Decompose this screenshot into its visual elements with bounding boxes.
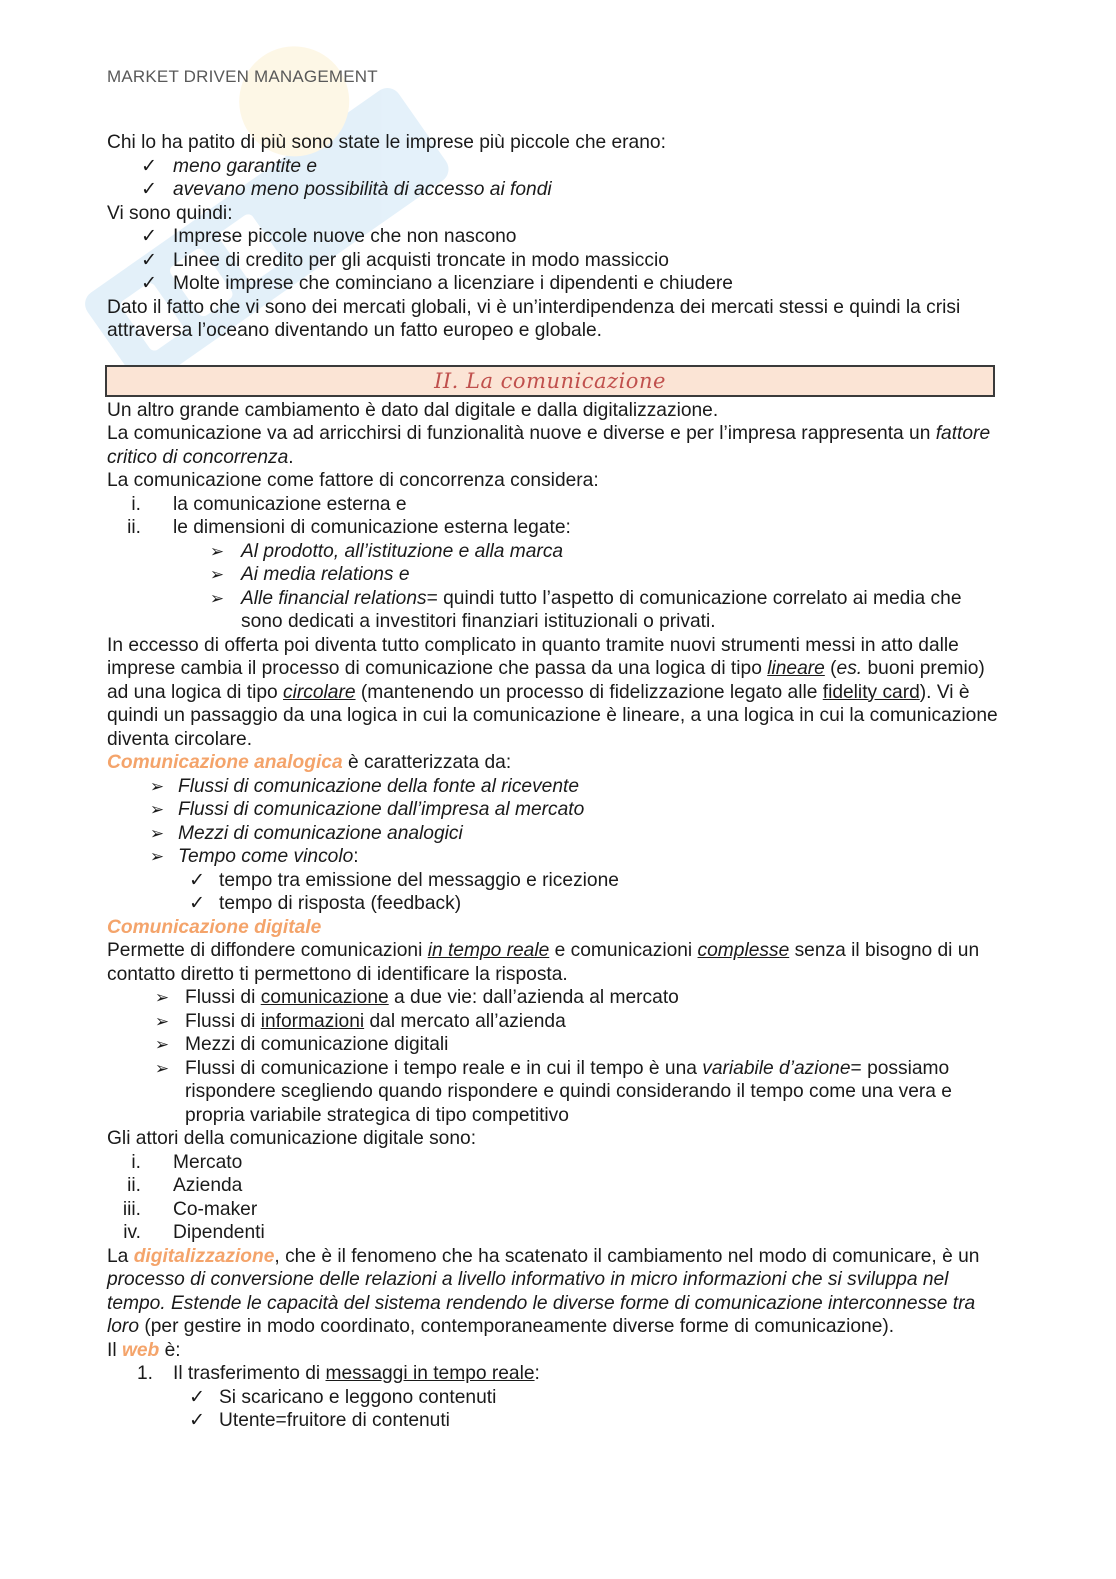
list-item: ✓ avevano meno possibilità di accesso ai fondi: [140, 179, 552, 200]
paragraph: La comunicazione va ad arricchirsi di funzionalità nuove e diverse e per l’impresa rappresenta un fattore critico di concorrenza.: [107, 423, 991, 468]
arrow-bullet-icon: ➢: [149, 800, 165, 819]
checkmark-icon: ✓: [140, 249, 158, 271]
section-title: II. La comunicazione: [105, 365, 995, 397]
paragraph: In eccesso di offerta poi diventa tutto complicato in quanto tramite nuovi strumenti messi in atto dalle imprese cambia il processo di comunicazione che passa da una logica di tipo lineare (es. buoni premio) ad una logica di tipo circolare (mantenendo un processo di fidelizzazione legato alle fidelity card). Vi è quindi un passaggio da una logica in cui la comunicazione è lineare, a una logica in cui la comunicazione diventa circolare.: [107, 634, 998, 750]
list-item: 1. Il trasferimento di messaggi in tempo reale:: [136, 1363, 540, 1384]
list-item: ✓ tempo tra emissione del messaggio e ricezione: [188, 869, 619, 891]
list-item: iv. Dipendenti: [123, 1222, 265, 1243]
checkmark-icon: ✓: [188, 893, 206, 914]
checkmark-icon: ✓: [188, 869, 206, 891]
list-item: ➢ Mezzi di comunicazione analogici: [107, 822, 1007, 846]
list-item: ➢ Ai media relations e: [107, 563, 1007, 587]
list-item: i. la comunicazione esterna e: [131, 493, 407, 515]
list-item: ➢ Al prodotto, all’istituzione e alla marca: [107, 540, 1007, 564]
list-item: iii. Co-maker: [122, 1198, 258, 1220]
list-item: ✓ Utente=fruitore di contenuti: [188, 1410, 450, 1431]
list-item: ➢ Flussi di informazioni dal mercato all’azienda: [107, 1010, 1007, 1034]
list-item: ii. le dimensioni di comunicazione esterna legate:: [127, 517, 571, 538]
list-item: ➢ Mezzi di comunicazione digitali: [107, 1033, 1007, 1057]
list-item: ➢ Flussi di comunicazione della fonte al ricevente: [107, 775, 1007, 799]
checkmark-icon: ✓: [140, 273, 158, 294]
list-item: ii. Azienda: [127, 1175, 243, 1196]
checkmark-icon: ✓: [188, 1386, 206, 1408]
checkmark-icon: ✓: [140, 155, 158, 177]
list-item: ➢ Flussi di comunicazione i tempo reale e in cui il tempo è una variabile d’azione= possiamo rispondere scegliendo quando rispondere e quindi considerando il tempo come una vera e propria variabile strategica di tipo competitivo: [107, 1057, 1007, 1128]
list-item: ✓ tempo di risposta (feedback): [188, 893, 462, 914]
list-item: ✓ Molte imprese che cominciano a licenziare i dipendenti e chiudere: [140, 273, 733, 294]
paragraph: Un altro grande cambiamento è dato dal digitale e dalla digitalizzazione.: [107, 399, 719, 421]
arrow-bullet-icon: ➢: [154, 1011, 170, 1031]
checkmark-icon: ✓: [140, 179, 158, 200]
arrow-bullet-icon: ➢: [209, 565, 225, 584]
subheading: Comunicazione digitale: [107, 916, 322, 938]
arrow-bullet-icon: ➢: [154, 1058, 170, 1078]
arrow-bullet-icon: ➢: [154, 988, 170, 1007]
checkmark-icon: ✓: [140, 226, 158, 247]
paragraph: Chi lo ha patito di più sono state le imprese più piccole che erano:: [107, 132, 666, 153]
list-item: ✓ Imprese piccole nuove che non nascono: [140, 226, 517, 247]
paragraph: La digitalizzazione, che è il fenomeno che ha scatenato il cambiamento nel modo di comunicare, è un processo di conversione delle relazioni a livello informativo in micro informazioni che si sviluppa nel tempo. Estende le capacità del sistema rendendo le diverse forme di comunicazione interconnesse tra loro (per gestire in modo coordinato, contemporaneamente diverse forme di comunicazione).: [107, 1245, 980, 1337]
arrow-bullet-icon: ➢: [154, 1035, 170, 1054]
list-item: ➢ Alle financial relations= quindi tutto l’aspetto di comunicazione correlato ai media che sono dedicati a investitori finanziari istituzionali o privati.: [107, 587, 1007, 634]
arrow-bullet-icon: ➢: [209, 588, 225, 608]
paragraph: Gli attori della comunicazione digitale sono:: [107, 1128, 477, 1149]
paragraph: La comunicazione come fattore di concorrenza considera:: [107, 470, 599, 491]
list-item: ➢ Tempo come vincolo:: [107, 845, 1007, 869]
document-body: [107, 131, 1007, 1433]
list-item: ➢ Flussi di comunicazione dall’impresa al mercato: [107, 798, 1007, 822]
arrow-bullet-icon: ➢: [149, 847, 165, 866]
paragraph: Permette di diffondere comunicazioni in tempo reale e comunicazioni complesse senza il bisogno di un contatto diretto ti permettono di identificare la risposta.: [107, 940, 980, 985]
checkmark-icon: ✓: [188, 1410, 206, 1431]
arrow-bullet-icon: ➢: [149, 776, 165, 796]
arrow-bullet-icon: ➢: [209, 541, 225, 561]
paragraph: Il web è:: [107, 1339, 181, 1361]
list-item: i. Mercato: [131, 1151, 243, 1173]
page-header: MARKET DRIVEN MANAGEMENT: [107, 67, 378, 86]
paragraph: Dato il fatto che vi sono dei mercati globali, vi è un’interdipendenza dei mercati stessi e quindi la crisi attraversa l’oceano diventando un fatto europeo e globale.: [107, 296, 961, 341]
paragraph: Comunicazione analogica è caratterizzata da:: [107, 752, 512, 773]
list-item: ✓ Linee di credito per gli acquisti troncate in modo massiccio: [140, 249, 669, 271]
arrow-bullet-icon: ➢: [149, 823, 165, 843]
paragraph: Vi sono quindi:: [107, 202, 233, 224]
list-item: ✓ meno garantite e: [140, 155, 317, 177]
list-item: ➢ Flussi di comunicazione a due vie: dall’azienda al mercato: [107, 986, 1007, 1010]
list-item: ✓ Si scaricano e leggono contenuti: [188, 1386, 497, 1408]
